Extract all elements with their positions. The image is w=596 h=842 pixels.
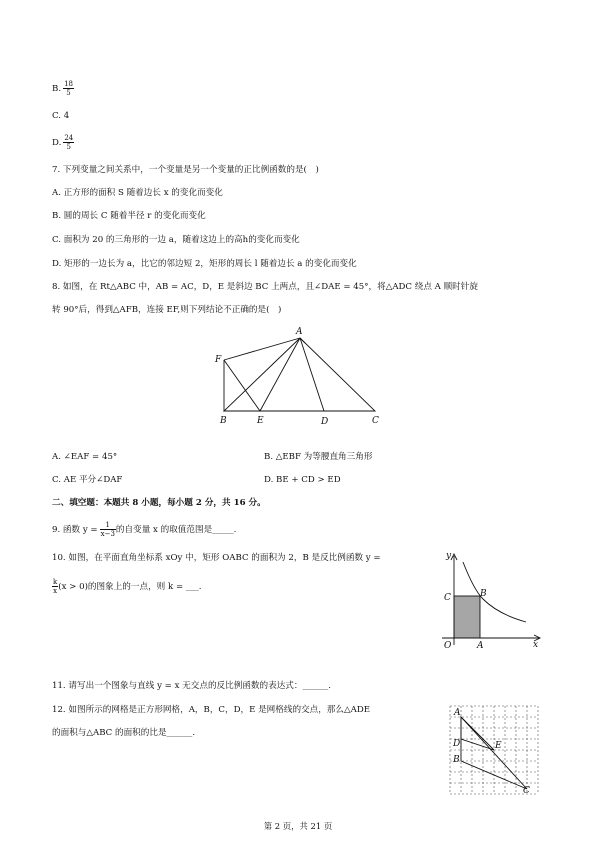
label-c: C bbox=[444, 593, 451, 603]
page-footer: 第 2 页，共 21 页 bbox=[263, 821, 333, 831]
q6-option-b: B. $\frac{18}{5}$ bbox=[52, 80, 73, 97]
q9: 9. 函数 y = $\frac{1}{x-3}$ 的自变量 x 的取值范围是_____. bbox=[52, 521, 237, 538]
q8-option-d: D. BE + CD > ED bbox=[264, 475, 341, 485]
triangle-ade bbox=[461, 717, 494, 750]
q7-option-c: C. 面积为 20 的三角形的一边 a，随着这边上的高h的变化而变化 bbox=[52, 235, 300, 245]
segment-ad bbox=[300, 338, 324, 411]
q10-line1: 10. 如图，在平面直角坐标系 xOy 中，矩形 OABC 的面积为 2，B 是反比例函数 y = bbox=[52, 553, 381, 563]
q10-coordinate-figure bbox=[436, 550, 546, 650]
segment-ae bbox=[260, 338, 300, 411]
label-b: B bbox=[220, 416, 227, 426]
label-a: A bbox=[296, 327, 303, 337]
label-e: E bbox=[495, 741, 502, 751]
q12-line2: 的面积与△ABC 的面积的比是______. bbox=[52, 728, 196, 738]
label-o: O bbox=[444, 641, 452, 650]
q11: 11. 请写出一个图象与直线 y = x 无交点的反比例函数的表达式：______. bbox=[52, 681, 331, 691]
label-d: D bbox=[453, 739, 461, 749]
q6-option-c: C. 4 bbox=[52, 111, 70, 121]
q7-option-d: D. 矩形的一边长为 a，比它的邻边短 2，矩形的周长 l 随着边长 a 的变化而变化 bbox=[52, 259, 357, 269]
q9-fraction: $\frac{1}{x-3}$ bbox=[100, 521, 115, 538]
q10-fraction: $\frac{k}{x}$ bbox=[53, 578, 58, 595]
q10-line2: $\frac{k}{x}$ (x > 0)的图象上的一点，则 k = ___. bbox=[53, 578, 202, 595]
label-d: D bbox=[321, 417, 329, 427]
triangle-abc bbox=[224, 338, 375, 411]
q7-stem: 7. 下列变量之间关系中，一个变量是另一个变量的正比例函数的是( ) bbox=[52, 165, 319, 175]
q6-option-d-fraction: $\frac{24}{5}$ bbox=[64, 134, 74, 151]
label-f: F bbox=[215, 355, 222, 365]
q7-option-a: A. 正方形的面积 S 随着边长 x 的变化而变化 bbox=[52, 188, 223, 198]
label-b: B bbox=[453, 755, 460, 765]
q7-option-b: B. 圆的周长 C 随着半径 r 的变化而变化 bbox=[52, 211, 206, 221]
label-a: A bbox=[477, 641, 484, 650]
q8-stem-line2: 转 90°后，得到△AFB，连接 EF,则下列结论不正确的是( ) bbox=[52, 305, 282, 315]
q6-option-b-fraction: $\frac{18}{5}$ bbox=[64, 80, 73, 97]
q12-line1: 12. 如图所示的网格是正方形网格，A，B，C，D，E 是网格线的交点，那么△ADE bbox=[52, 705, 370, 715]
rectangle-oabc bbox=[454, 596, 480, 638]
label-c: C bbox=[372, 416, 379, 426]
label-e: E bbox=[257, 416, 264, 426]
label-y: y bbox=[446, 551, 452, 561]
label-x: x bbox=[533, 640, 539, 650]
q8-option-a: A. ∠EAF = 45° bbox=[52, 452, 118, 462]
q6-option-d: D. $\frac{24}{5}$ bbox=[52, 134, 74, 151]
q8-triangle-figure bbox=[210, 322, 390, 430]
label-a: A bbox=[454, 708, 461, 718]
q8-option-c: C. AE 平分∠DAF bbox=[52, 475, 123, 485]
q8-stem-line1: 8. 如图，在 Rt△ABC 中，AB = AC，D，E 是斜边 BC 上两点，且∠DAE = 45°，将△ADC 绕点 A 顺时针旋 bbox=[52, 282, 478, 292]
section-fill-in-title: 二、填空题：本题共 8 小题，每小题 2 分，共 16 分。 bbox=[52, 498, 266, 508]
label-b: B bbox=[480, 589, 487, 599]
label-c: C bbox=[523, 786, 530, 796]
q12-grid-figure bbox=[444, 700, 544, 800]
q8-option-b: B. △EBF 为等腰直角三角形 bbox=[264, 452, 373, 462]
segment-fe bbox=[224, 360, 260, 411]
